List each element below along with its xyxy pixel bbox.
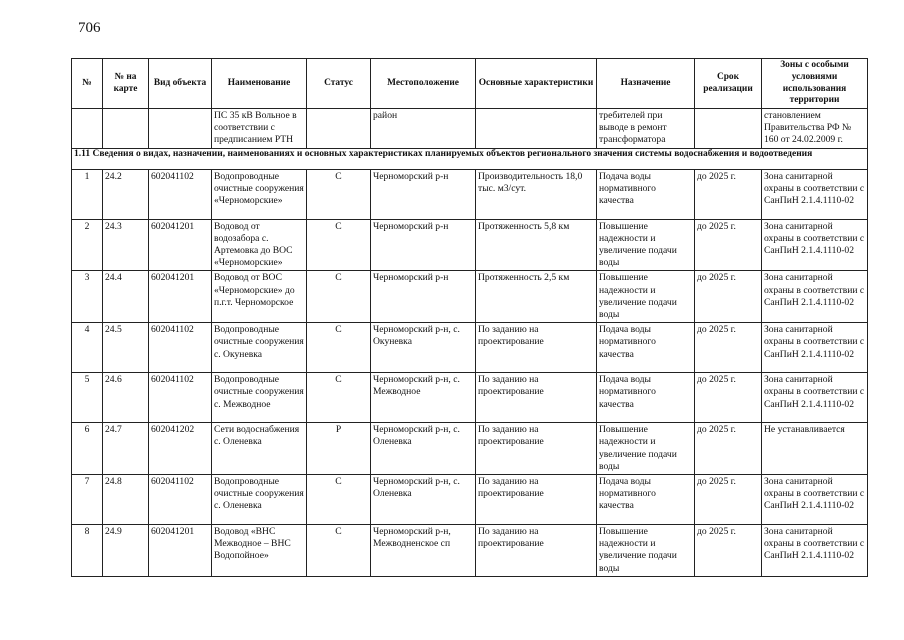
cell-status: С: [307, 475, 371, 525]
cell-name: Водовод «ВНС Межводное – ВНС Водопойное»: [212, 525, 307, 577]
cell-zones: Зона санитарной охраны в соответствии с СанПиН 2.1.4.1110-02: [762, 525, 868, 577]
cell-zones: Зона санитарной охраны в соответствии с СанПиН 2.1.4.1110-02: [762, 475, 868, 525]
cell-status: С: [307, 271, 371, 323]
cell-type: 602041202: [149, 423, 212, 475]
cell-num: 4: [72, 323, 103, 373]
cell-location: Черноморский р-н: [371, 169, 476, 219]
cell-characteristics: По заданию на проектирование: [476, 323, 597, 373]
header-type: Вид объекта: [149, 59, 212, 109]
header-map-no: № на карте: [103, 59, 149, 109]
cell-deadline: до 2025 г.: [695, 219, 762, 271]
cell-deadline: до 2025 г.: [695, 423, 762, 475]
cell-name: ПС 35 кВ Вольное в соответствии с предписанием РТН: [212, 109, 307, 149]
cell-purpose: Подача воды нормативного качества: [597, 373, 695, 423]
cell-num: 2: [72, 219, 103, 271]
cell-location: Черноморский р-н, с. Оленевка: [371, 475, 476, 525]
cell-type: 602041102: [149, 323, 212, 373]
cell-type: 602041201: [149, 271, 212, 323]
cell-type: [149, 109, 212, 149]
section-row: [72, 148, 868, 169]
cell-purpose: Подача воды нормативного качества: [597, 475, 695, 525]
cell-deadline: до 2025 г.: [695, 475, 762, 525]
table-row: [72, 271, 868, 323]
cell-purpose: Повышение надежности и увеличение подачи воды: [597, 219, 695, 271]
table-row: [72, 323, 868, 373]
header-row: [72, 59, 868, 109]
cell-location: Черноморский р-н: [371, 219, 476, 271]
cell-map-no: 24.5: [103, 323, 149, 373]
page-number: 706: [78, 20, 101, 36]
table-row: [72, 525, 868, 577]
cell-zones: Зона санитарной охраны в соответствии с СанПиН 2.1.4.1110-02: [762, 271, 868, 323]
table-row: [72, 373, 868, 423]
cell-name: Водопроводные очистные сооружения с. Окуневка: [212, 323, 307, 373]
cell-status: С: [307, 169, 371, 219]
table-row: [72, 423, 868, 475]
cell-zones: становлением Правительства РФ № 160 от 24.02.2009 г.: [762, 109, 868, 149]
cell-location: Черноморский р-н: [371, 271, 476, 323]
cell-purpose: Повышение надежности и увеличение подачи воды: [597, 423, 695, 475]
cell-status: С: [307, 525, 371, 577]
cell-name: Водопроводные очистные сооружения с. Межводное: [212, 373, 307, 423]
cell-location: Черноморский р-н, с. Межводное: [371, 373, 476, 423]
header-location: Местоположение: [371, 59, 476, 109]
cell-characteristics: По заданию на проектирование: [476, 373, 597, 423]
cell-characteristics: [476, 109, 597, 149]
cell-purpose: Подача воды нормативного качества: [597, 169, 695, 219]
section-title: 1.11 Сведения о видах, назначении, наименованиях и основных характеристиках планируемых объектов регионального значения системы водоснабжения и водоотведения: [72, 148, 868, 169]
header-status: Статус: [307, 59, 371, 109]
cell-location: Черноморский р-н, с. Окуневка: [371, 323, 476, 373]
header-zones: Зоны с особыми условиями использования территории: [762, 59, 868, 109]
cell-zones: Не устанавливается: [762, 423, 868, 475]
cell-status: [307, 109, 371, 149]
cell-num: 8: [72, 525, 103, 577]
cell-characteristics: По заданию на проектирование: [476, 423, 597, 475]
cell-num: 3: [72, 271, 103, 323]
cell-zones: Зона санитарной охраны в соответствии с СанПиН 2.1.4.1110-02: [762, 169, 868, 219]
cell-name: Сети водоснабжения с. Оленевка: [212, 423, 307, 475]
cell-location: район: [371, 109, 476, 149]
cell-type: 602041201: [149, 219, 212, 271]
cell-purpose: Повышение надежности и увеличение подачи воды: [597, 271, 695, 323]
cell-num: 5: [72, 373, 103, 423]
cell-characteristics: Производительность 18,0 тыс. м3/сут.: [476, 169, 597, 219]
objects-table: [71, 58, 868, 577]
cell-map-no: 24.2: [103, 169, 149, 219]
header-num: №: [72, 59, 103, 109]
cell-purpose: Подача воды нормативного качества: [597, 323, 695, 373]
cell-num: [72, 109, 103, 149]
header-name: Наименование: [212, 59, 307, 109]
cell-zones: Зона санитарной охраны в соответствии с СанПиН 2.1.4.1110-02: [762, 373, 868, 423]
cell-map-no: 24.8: [103, 475, 149, 525]
cell-characteristics: Протяженность 5,8 км: [476, 219, 597, 271]
cell-map-no: 24.3: [103, 219, 149, 271]
cell-deadline: до 2025 г.: [695, 373, 762, 423]
cell-num: 1: [72, 169, 103, 219]
cell-map-no: 24.6: [103, 373, 149, 423]
cell-deadline: до 2025 г.: [695, 525, 762, 577]
cell-type: 602041102: [149, 373, 212, 423]
cell-characteristics: По заданию на проектирование: [476, 525, 597, 577]
cell-purpose: требителей при выводе в ремонт трансформатора: [597, 109, 695, 149]
table-row: [72, 475, 868, 525]
cell-deadline: до 2025 г.: [695, 323, 762, 373]
cell-type: 602041102: [149, 169, 212, 219]
continuation-row: [72, 109, 868, 149]
cell-status: С: [307, 373, 371, 423]
cell-type: 602041201: [149, 525, 212, 577]
table-row: [72, 219, 868, 271]
cell-status: Р: [307, 423, 371, 475]
cell-status: С: [307, 219, 371, 271]
cell-name: Водовод от ВОС «Черноморские» до п.г.т. Черноморское: [212, 271, 307, 323]
cell-zones: Зона санитарной охраны в соответствии с СанПиН 2.1.4.1110-02: [762, 323, 868, 373]
cell-map-no: 24.9: [103, 525, 149, 577]
cell-deadline: до 2025 г.: [695, 169, 762, 219]
cell-zones: Зона санитарной охраны в соответствии с СанПиН 2.1.4.1110-02: [762, 219, 868, 271]
cell-deadline: [695, 109, 762, 149]
header-purpose: Назначение: [597, 59, 695, 109]
header-characteristics: Основные характеристики: [476, 59, 597, 109]
cell-name: Водопроводные очистные сооружения с. Оленевка: [212, 475, 307, 525]
cell-name: Водовод от водозабора с. Артемовка до ВОС «Черноморские»: [212, 219, 307, 271]
cell-map-no: [103, 109, 149, 149]
cell-status: С: [307, 323, 371, 373]
cell-num: 7: [72, 475, 103, 525]
cell-map-no: 24.4: [103, 271, 149, 323]
table-row: [72, 169, 868, 219]
cell-location: Черноморский р-н, с. Оленевка: [371, 423, 476, 475]
cell-name: Водопроводные очистные сооружения «Черноморские»: [212, 169, 307, 219]
cell-characteristics: По заданию на проектирование: [476, 475, 597, 525]
cell-purpose: Повышение надежности и увеличение подачи воды: [597, 525, 695, 577]
cell-deadline: до 2025 г.: [695, 271, 762, 323]
cell-type: 602041102: [149, 475, 212, 525]
cell-map-no: 24.7: [103, 423, 149, 475]
cell-num: 6: [72, 423, 103, 475]
cell-characteristics: Протяженность 2,5 км: [476, 271, 597, 323]
data-rows: [72, 169, 868, 576]
header-deadline: Срок реализации: [695, 59, 762, 109]
cell-location: Черноморский р-н, Межводненское сп: [371, 525, 476, 577]
